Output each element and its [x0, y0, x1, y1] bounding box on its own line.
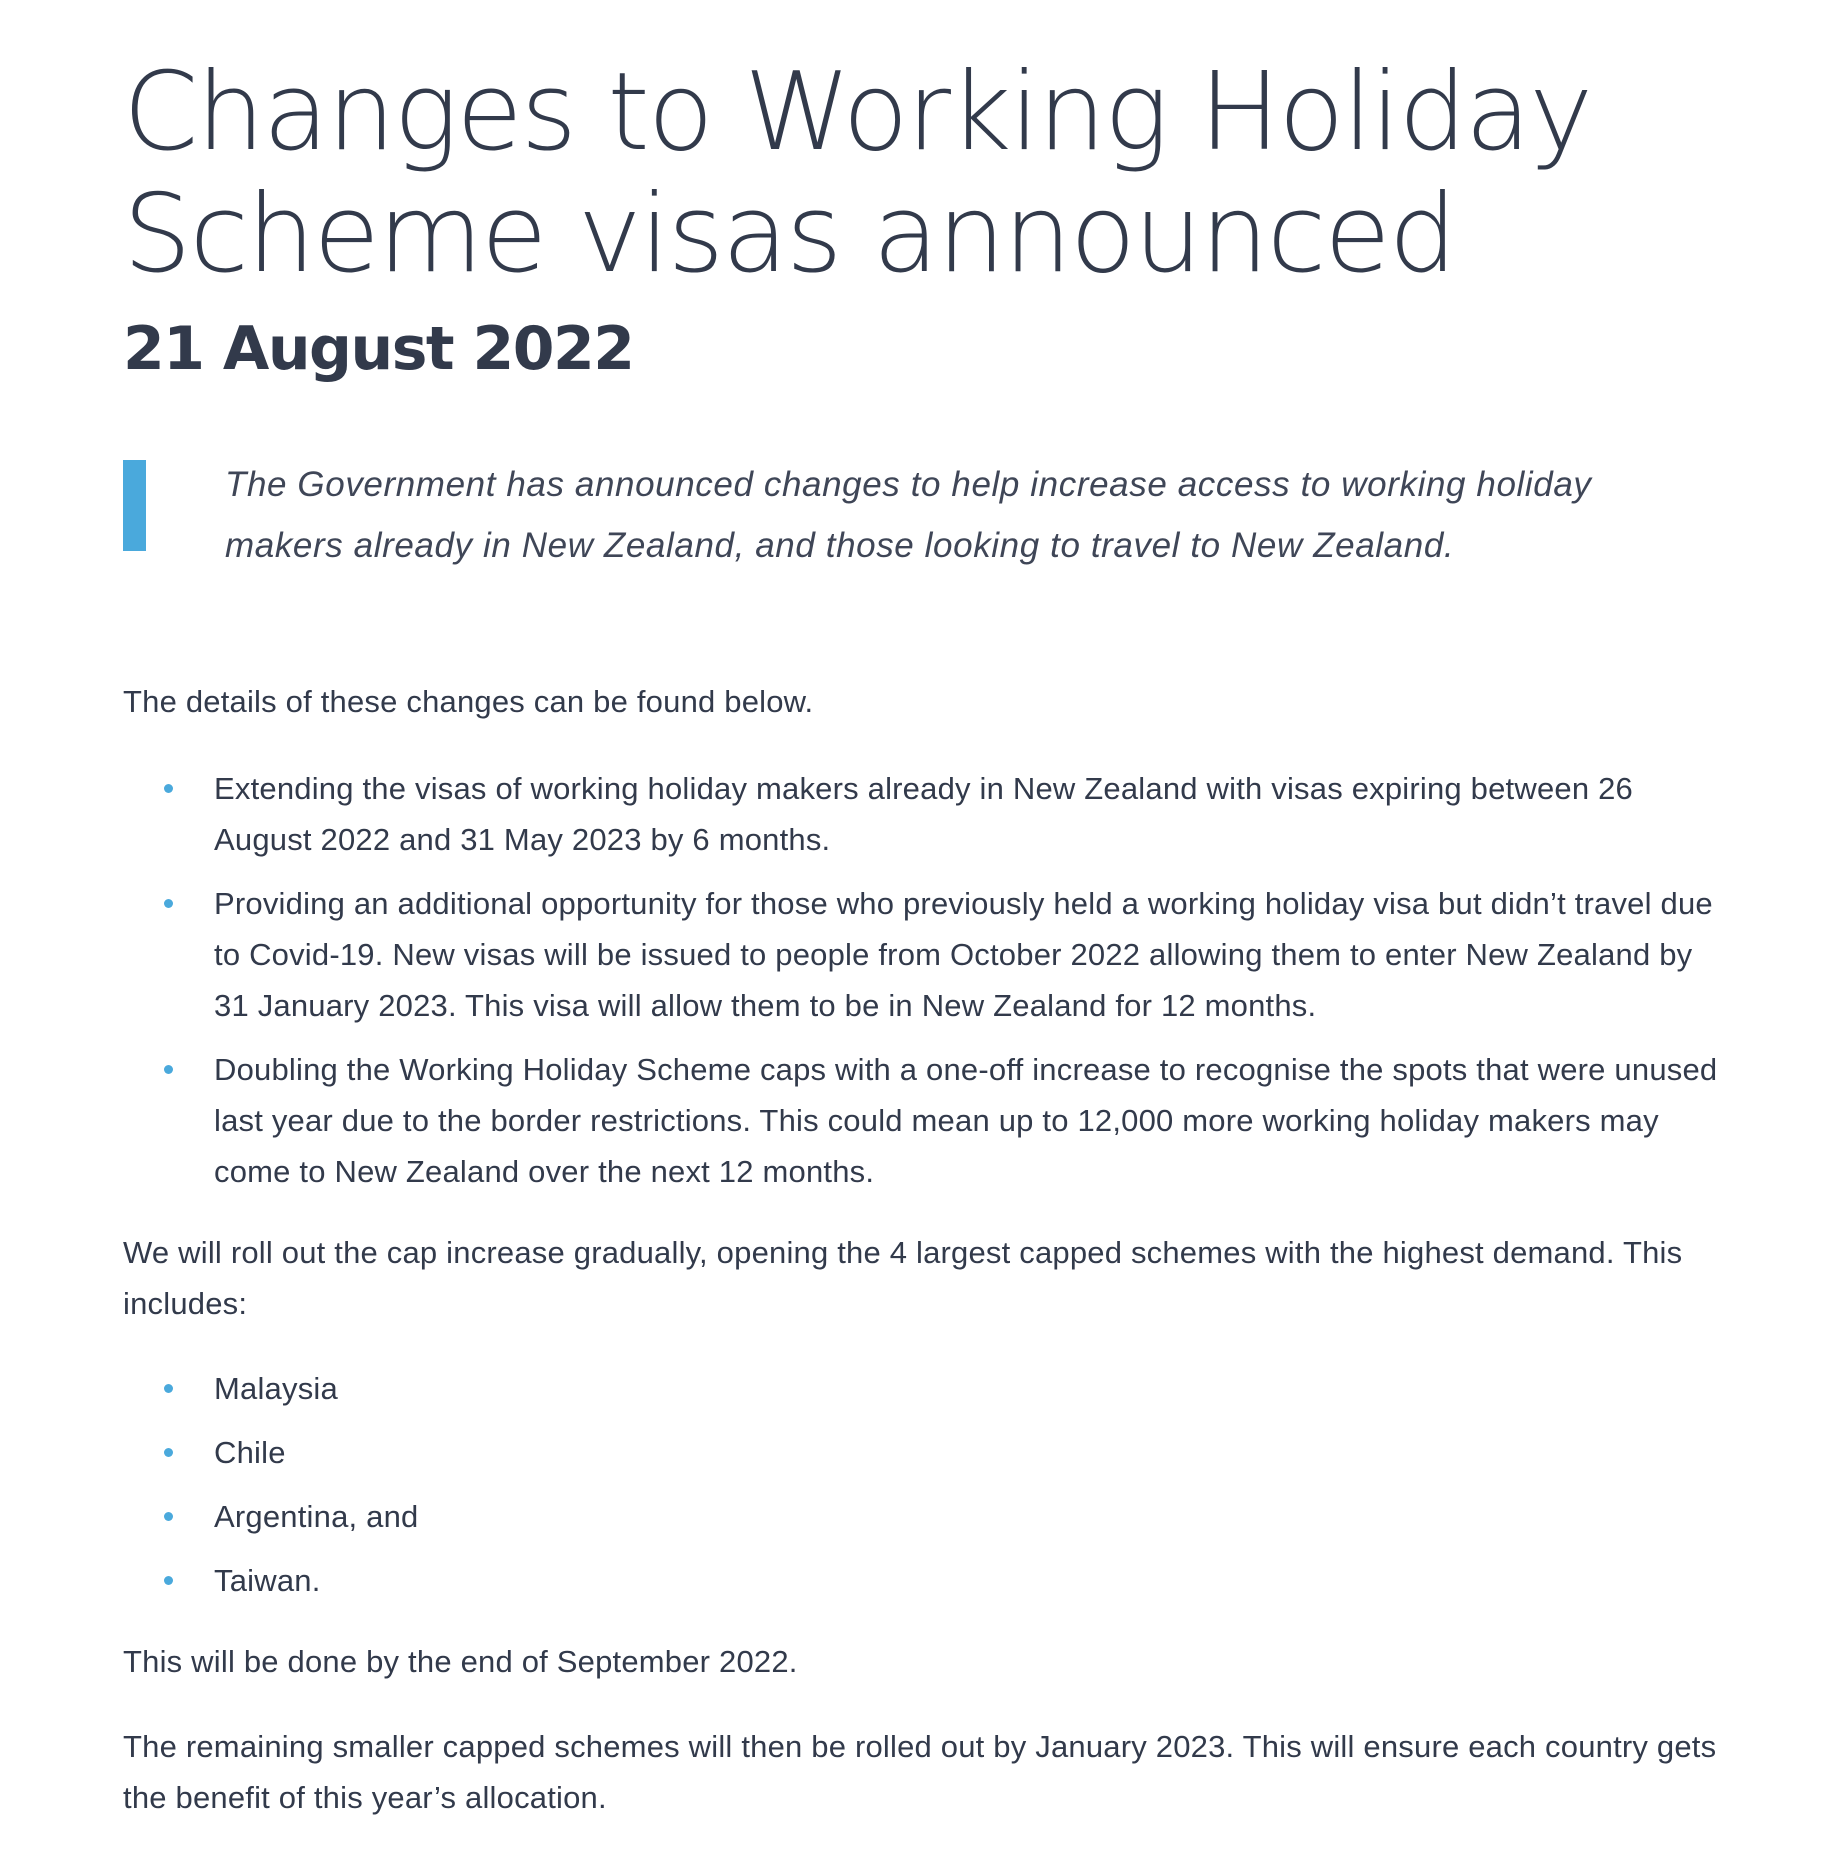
page-title-line-1: Changes to Working Holiday: [123, 50, 1592, 175]
rollout-paragraph: We will roll out the cap increase gradually, opening the 4 largest capped schemes with the highest demand. This includes:: [123, 1235, 1683, 1321]
bullet-icon: [164, 1576, 173, 1585]
list-item-text: Extending the visas of working holiday makers already in New Zealand with visas expiring between 26 August 2022 and 31 May 2023 by 6 months.: [214, 771, 1633, 857]
article-body: [123, 676, 1718, 1823]
list-item: [123, 1044, 1723, 1197]
bullet-icon: [164, 1065, 173, 1074]
timing-paragraph: This will be done by the end of September 2022.: [123, 1644, 798, 1679]
page-title-line-2: Scheme visas announced: [123, 172, 1456, 297]
list-item: [123, 1363, 1723, 1414]
list-item: [123, 1427, 1723, 1478]
list-item-text: Argentina, and: [214, 1499, 419, 1534]
list-item: [123, 763, 1723, 865]
changes-list: [123, 763, 1718, 1197]
page-title: [123, 52, 1683, 296]
list-item-text: Doubling the Working Holiday Scheme caps with a one-off increase to recognise the spots that were unused last year due to the border restrictions. This could mean up to 12,000 more working holiday makers may come to New Zealand over the next 12 months.: [214, 1052, 1718, 1189]
bullet-icon: [164, 1448, 173, 1457]
bullet-icon: [164, 784, 173, 793]
intro-paragraph: The details of these changes can be found below.: [123, 684, 814, 719]
countries-list: [123, 1363, 1590, 1606]
quote-accent-bar: [123, 460, 146, 551]
list-item-text: Chile: [214, 1435, 286, 1470]
list-item: [123, 1555, 1723, 1606]
list-item: [123, 878, 1723, 1031]
list-item-text: Providing an additional opportunity for those who previously held a working holiday visa but didn’t travel due to Covid-19. New visas will be issued to people from October 2022 allowing them to enter New Zealand by 31 January 2023. This visa will allow them to be in New Zealand for 12 months.: [214, 886, 1713, 1023]
list-item-text: Taiwan.: [214, 1563, 321, 1598]
list-item: [123, 1491, 1723, 1542]
list-item-text: Malaysia: [214, 1371, 338, 1406]
lede-quote: [123, 454, 1590, 576]
remaining-paragraph: The remaining smaller capped schemes will then be rolled out by January 2023. This will ensure each country gets the benefit of this year’s allocation.: [123, 1729, 1717, 1815]
bullet-icon: [164, 899, 173, 908]
lede-text: The Government has announced changes to help increase access to working holiday makers already in New Zealand, and those looking to travel to New Zealand.: [225, 465, 1592, 565]
bullet-icon: [164, 1512, 173, 1521]
publish-date: 21 August 2022: [123, 314, 634, 384]
bullet-icon: [164, 1384, 173, 1393]
